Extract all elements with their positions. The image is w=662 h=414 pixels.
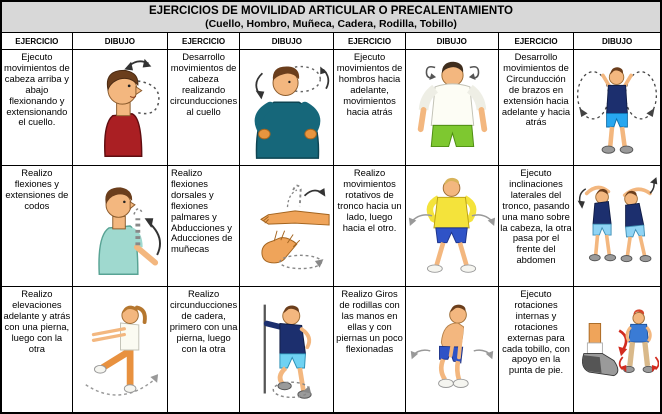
drawing-cell-r3c3: [405, 287, 498, 414]
knee-rotation-figure: [408, 298, 496, 402]
neck-circumduction-figure: [241, 54, 333, 162]
shoulder-roll-figure: [406, 54, 498, 162]
wrist-movement-hands: [242, 173, 332, 279]
col-header-dibujo-2: DIBUJO: [240, 33, 334, 50]
col-header-dibujo-3: DIBUJO: [405, 33, 498, 50]
exercise-cell-r2c4: Ejecuto inclinaciones laterales del tronco, pasando una mano sobre la cabeza, la otra pasa por el frente del abdomen: [498, 166, 573, 287]
exercise-cell-r1c2: Desarrollo movimientos de cabeza realizando circunducciones al cuello: [167, 50, 239, 166]
col-header-dibujo-4: DIBUJO: [574, 33, 661, 50]
page-title: EJERCICIOS DE MOVILIDAD ARTICULAR O PRECALENTAMIENTO: [149, 5, 513, 17]
drawing-cell-r2c1: [72, 166, 167, 287]
drawing-cell-r1c3: [405, 50, 498, 166]
col-header-ejercicio-4: EJERCICIO: [498, 33, 573, 50]
ankle-rotation-figures: [575, 300, 659, 400]
title-band: [1, 1, 661, 33]
hip-circumduction-figure: [242, 297, 332, 403]
drawing-cell-r1c4: [574, 50, 661, 166]
arm-circumduction-figure: [574, 57, 660, 159]
exercise-cell-r1c4: Desarrollo movimientos de Circunducción de brazos en extensión hacia adelante y hacia atrás: [498, 50, 573, 166]
col-header-dibujo-1: DIBUJO: [72, 33, 167, 50]
exercise-cell-r2c1: Realizo flexiones y extensiones de codos: [1, 166, 72, 287]
drawing-cell-r3c2: [240, 287, 334, 414]
drawing-cell-r3c4: [574, 287, 661, 414]
drawing-cell-r2c4: [574, 166, 661, 287]
page-subtitle: (Cuello, Hombro, Muñeca, Cadera, Rodilla, Tobillo): [205, 18, 457, 30]
drawing-cell-r2c2: [240, 166, 334, 287]
exercise-cell-r1c1: Ejecuto movimientos de cabeza arriba y abajo flexionando y extensionando el cuello.: [1, 50, 72, 166]
col-header-ejercicio-1: EJERCICIO: [1, 33, 72, 50]
drawing-cell-r2c3: [405, 166, 498, 287]
exercise-cell-r3c2: Realizo circunducciones de cadera, primero con una pierna, luego con la otra: [167, 287, 239, 414]
drawing-cell-r1c2: [240, 50, 334, 166]
exercise-cell-r1c3: Ejecuto movimientos de hombros hacia adelante, movimientos hacia atrás: [334, 50, 405, 166]
neck-flexion-figure: [74, 54, 166, 162]
col-header-ejercicio-3: EJERCICIO: [334, 33, 405, 50]
drawing-cell-r3c1: [72, 287, 167, 414]
drawing-cell-r1c1: [72, 50, 167, 166]
table-row: [1, 166, 661, 287]
header-row: [1, 33, 661, 50]
table-row: [1, 287, 661, 414]
exercise-cell-r3c1: Realizo elevaciones adelante y atrás con una pierna, luego con la otra: [1, 287, 72, 414]
exercise-cell-r2c3: Realizo movimientos rotativos de tronco hacia un lado, luego hacia el otro.: [334, 166, 405, 287]
leg-swing-figure: [74, 296, 166, 404]
table-row: [1, 50, 661, 166]
exercise-cell-r3c3: Realizo Giros de rodillas con las manos en ellas y con piernas un poco flexionadas: [334, 287, 405, 414]
col-header-ejercicio-2: EJERCICIO: [167, 33, 239, 50]
trunk-rotation-figure: [408, 174, 496, 278]
elbow-flexion-figure: [74, 172, 166, 280]
lateral-bend-figures: [574, 175, 660, 277]
exercise-cell-r3c4: Ejecuto rotaciones internas y rotaciones externas para cada tobillo, con apoyo en la punta de pie.: [498, 287, 573, 414]
exercise-cell-r2c2: Realizo flexiones dorsales y flexiones palmares y Abducciones y Aducciones de muñecas: [167, 166, 239, 287]
